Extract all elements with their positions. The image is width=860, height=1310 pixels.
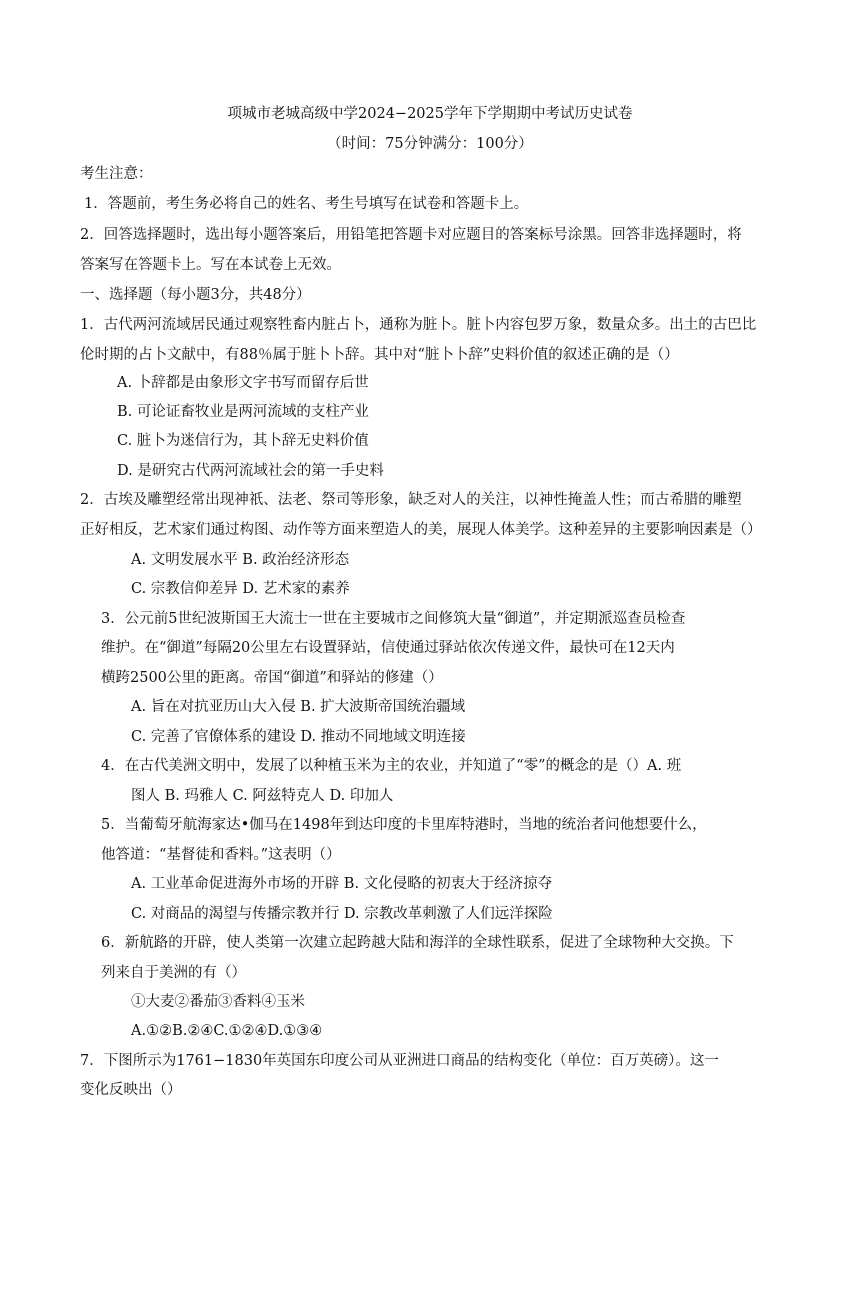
exam-title: 项城市老城高级中学2024−2025学年下学期期中考试历史试卷 bbox=[227, 106, 633, 122]
options-cd: C. 对商品的渴望与传播宗教并行 D. 宗教改革刺激了人们远洋探险 bbox=[131, 906, 553, 922]
question-stem: 横跨2500公里的距离。帝国“御道”和驿站的修建（） bbox=[101, 670, 443, 686]
option-d: D. 是研究古代两河流域社会的第一手史料 bbox=[117, 463, 384, 479]
options-cd: C. 宗教信仰差异 D. 艺术家的素养 bbox=[131, 581, 350, 597]
question-options: A.①②B.②④C.①②④D.①③④ bbox=[131, 1023, 323, 1039]
question-stem: 7．下图所示为1761−1830年英国东印度公司从亚洲进口商品的结构变化（单位：百万英磅）。这一 bbox=[80, 1053, 719, 1069]
question-items: ①大麦②番茄③香料④玉米 bbox=[131, 994, 305, 1010]
question-stem: 2．古埃及雕塑经常出现神祇、法老、祭司等形象，缺乏对人的关注，以神性掩盖人性；而古希腊的雕塑 bbox=[80, 492, 742, 508]
options-ab: A. 旨在对抗亚历山大入侵 B. 扩大波斯帝国统治疆域 bbox=[131, 699, 466, 715]
question-stem: 5．当葡萄牙航海家达•伽马在1498年到达印度的卡里库特港时，当地的统治者问他想要什么， bbox=[101, 817, 707, 833]
question-stem: 图人 B. 玛雅人 C. 阿兹特克人 D. 印加人 bbox=[131, 788, 394, 804]
question-stem: 4．在古代美洲文明中，发展了以种植玉米为主的农业，并知道了“零”的概念的是（）A. 班 bbox=[101, 758, 682, 774]
option-b: B. 可论证畜牧业是两河流域的支柱产业 bbox=[117, 404, 369, 420]
option-c: C. 脏卜为迷信行为，其卜辞无史料价值 bbox=[117, 433, 369, 449]
question-stem: 1．古代两河流域居民通过观察牲畜内脏占卜，通称为脏卜。脏卜内容包罗万象，数量众多。出土的古巴比 bbox=[80, 317, 757, 333]
section-heading: 一、选择题（每小题3分，共48分） bbox=[80, 287, 311, 303]
exam-subtitle: （时间：75分钟满分：100分） bbox=[327, 136, 533, 152]
notice-heading: 考生注意： bbox=[80, 166, 153, 182]
notice-line: 答案写在答题卡上。写在本试卷上无效。 bbox=[80, 257, 341, 273]
question-stem: 6．新航路的开辟，使人类第一次建立起跨越大陆和海洋的全球性联系，促进了全球物种大交换。下 bbox=[101, 935, 734, 951]
options-ab: A. 文明发展水平 B. 政治经济形态 bbox=[131, 552, 350, 568]
question-stem: 正好相反，艺术家们通过构图、动作等方面来塑造人的美，展现人体美学。这种差异的主要影响因素是（） bbox=[80, 522, 762, 538]
option-a: A. 卜辞都是由象形文字书写而留存后世 bbox=[117, 375, 369, 391]
question-stem: 伦时期的占卜文献中，有88％属于脏卜卜辞。其中对“脏卜卜辞”史料价值的叙述正确的是（） bbox=[80, 347, 679, 363]
question-stem: 列来自于美洲的有（） bbox=[101, 965, 246, 981]
question-stem: 变化反映出（） bbox=[80, 1082, 182, 1098]
notice-line: 2．回答选择题时，选出每小题答案后，用铅笔把答题卡对应题目的答案标号涂黑。回答非选择题时，将 bbox=[80, 227, 742, 243]
question-stem: 他答道：“基督徒和香料。”这表明（） bbox=[101, 847, 341, 863]
notice-line: 1．答题前，考生务必将自己的姓名、考生号填写在试卷和答题卡上。 bbox=[84, 196, 529, 212]
question-stem: 3．公元前5世纪波斯国王大流士一世在主要城市之间修筑大量“御道”，并定期派巡查员检查 bbox=[101, 611, 686, 627]
options-ab: A. 工业革命促进海外市场的开辟 B. 文化侵略的初衷大于经济掠夺 bbox=[131, 876, 553, 892]
question-stem: 维护。在“御道”每隔20公里左右设置驿站，信使通过驿站依次传递文件，最快可在12天内 bbox=[101, 640, 675, 656]
options-cd: C. 完善了官僚体系的建设 D. 推动不同地域文明连接 bbox=[131, 729, 466, 745]
